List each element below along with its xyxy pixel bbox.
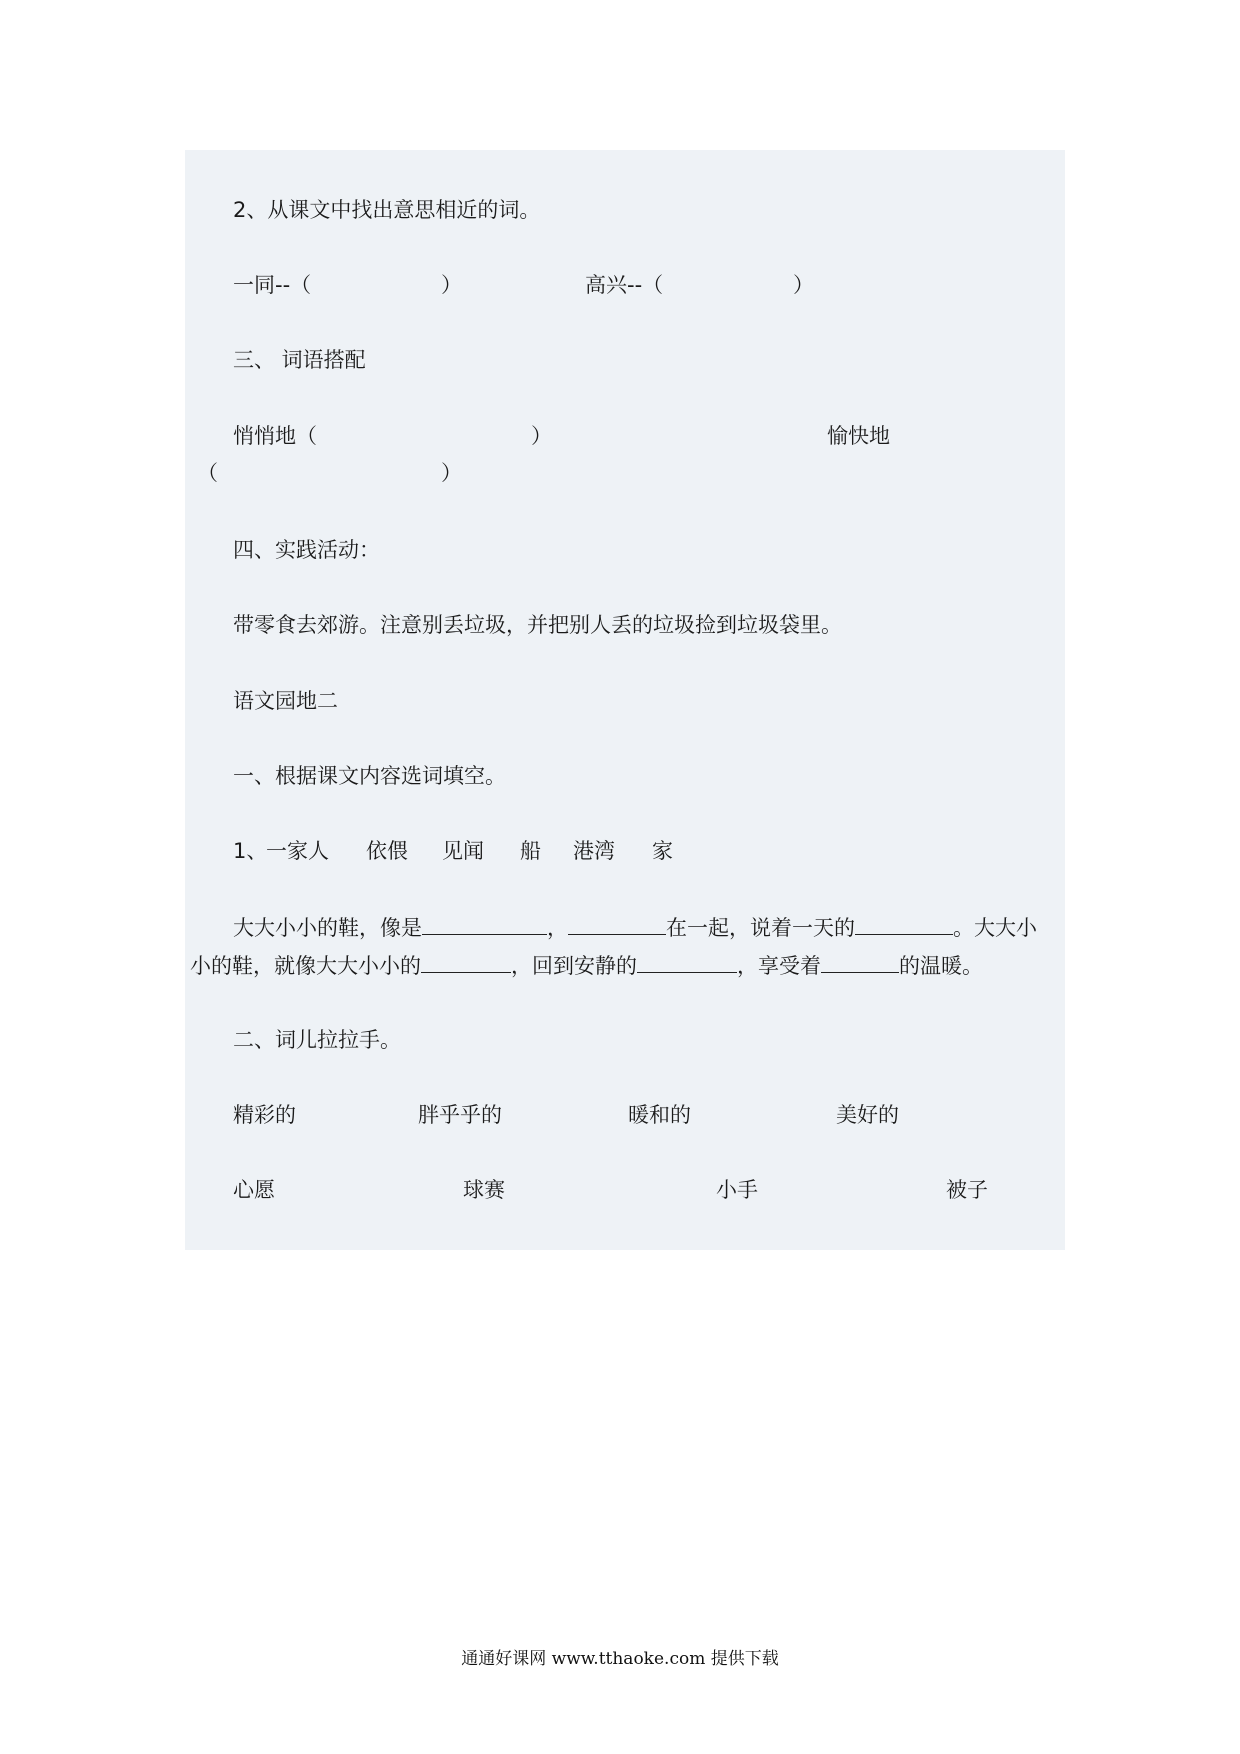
word-bank-prefix: 1、 bbox=[233, 839, 268, 863]
word-bank-item: 依偎 bbox=[366, 839, 408, 863]
garden-title: 语文园地二 bbox=[233, 689, 338, 713]
q2-pair1-close: ） bbox=[441, 273, 462, 297]
para-text: 。大大小 bbox=[953, 916, 1037, 940]
section3-item2-open: （ bbox=[197, 461, 218, 485]
fill-paragraph-line1 bbox=[233, 912, 1037, 942]
q2-pair2-close: ） bbox=[793, 273, 814, 297]
garden-q2-title: 二、词儿拉拉手。 bbox=[233, 1028, 401, 1052]
match-right-item[interactable]: 小手 bbox=[716, 1178, 758, 1202]
word-bank-item: 港湾 bbox=[573, 839, 615, 863]
section3-item2-close: ） bbox=[441, 461, 462, 485]
section3-item1-label: 悄悄地（ bbox=[233, 424, 317, 448]
word-bank-item: 见闻 bbox=[442, 839, 484, 863]
para-text: 在一起，说着一天的 bbox=[666, 916, 855, 940]
match-right-item[interactable]: 球赛 bbox=[463, 1178, 505, 1202]
blank-2[interactable] bbox=[568, 912, 666, 935]
match-right-item[interactable]: 被子 bbox=[946, 1178, 988, 1202]
match-right-item[interactable]: 心愿 bbox=[233, 1178, 275, 1202]
q2-pair1-label: 一同--（ bbox=[233, 273, 312, 297]
blank-6[interactable] bbox=[821, 950, 899, 973]
blank-3[interactable] bbox=[855, 912, 953, 935]
section4-title: 四、实践活动： bbox=[233, 538, 380, 562]
word-bank-item: 家 bbox=[652, 839, 673, 863]
page-footer: 通通好课网 www.tthaoke.com 提供下载 bbox=[461, 1649, 779, 1669]
match-left-item[interactable]: 精彩的 bbox=[233, 1103, 296, 1127]
q2-title: 2、从课文中找出意思相近的词。 bbox=[233, 198, 541, 222]
section3-item2-label: 愉快地 bbox=[827, 424, 890, 448]
para-text: 的温暖。 bbox=[899, 954, 983, 978]
para-text: 小的鞋，就像大大小小的 bbox=[190, 954, 421, 978]
word-bank-item: 一家人 bbox=[266, 839, 329, 863]
blank-5[interactable] bbox=[637, 950, 737, 973]
match-left-item[interactable]: 美好的 bbox=[836, 1103, 899, 1127]
section4-text: 带零食去郊游。注意别丢垃圾，并把别人丢的垃圾捡到垃圾袋里。 bbox=[233, 613, 842, 637]
para-text: ， bbox=[547, 916, 568, 940]
blank-4[interactable] bbox=[421, 950, 511, 973]
word-bank-item: 船 bbox=[520, 839, 541, 863]
match-left-item[interactable]: 胖乎乎的 bbox=[418, 1103, 502, 1127]
para-text: ，享受着 bbox=[737, 954, 821, 978]
q2-pair1 bbox=[233, 271, 311, 299]
q2-pair2-label: 高兴--（ bbox=[585, 273, 664, 297]
fill-paragraph-line2 bbox=[190, 950, 983, 980]
para-text: 大大小小的鞋，像是 bbox=[233, 916, 422, 940]
blank-1[interactable] bbox=[422, 912, 547, 935]
match-left-item[interactable]: 暖和的 bbox=[628, 1103, 691, 1127]
para-text: ，回到安静的 bbox=[511, 954, 637, 978]
section3-item1-close: ） bbox=[531, 424, 552, 448]
section3-title: 三、 词语搭配 bbox=[233, 348, 366, 372]
garden-q1-title: 一、根据课文内容选词填空。 bbox=[233, 764, 506, 788]
